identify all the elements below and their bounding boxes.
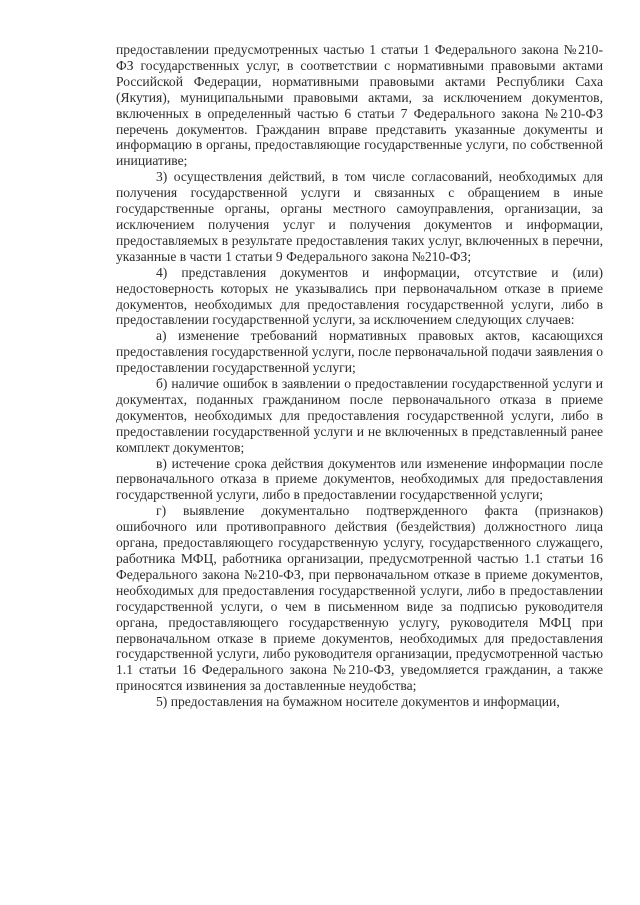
paragraph-item-3: 3) осуществления действий, в том числе согласований, необходимых для получения государственной услуги и связанных с обращением в иные государственные органы, органы местного самоуправления, организации, за исключением получения услуг и получения документов и информации, предоставляемых в результате предоставления таких услуг, включенных в перечни, указанные в части 1 статьи 9 Федерального закона №210-ФЗ; [116, 169, 603, 264]
paragraph-subitem-b: б) наличие ошибок в заявлении о предоставлении государственной услуги и документах, поданных гражданином после первоначального отказа в приеме документов, необходимых для предоставления государственной услуги, либо в предоставлении государственной услуги и не включенных в представленный ранее комплект документов; [116, 376, 603, 455]
paragraph-subitem-g: г) выявление документально подтвержденного факта (признаков) ошибочного или противоправного действия (бездействия) должностного лица органа, предоставляющего государственную услугу, государственного служащего, работника МФЦ, работника организации, предусмотренной частью 1.1 статьи 16 Федерального закона №210-ФЗ, при первоначальном отказе в приеме документов, необходимых для предоставления государственной услуги, либо в предоставлении государственной услуги, о чем в письменном виде за подписью руководителя органа, предоставляющего государственную услугу, руководителя МФЦ при первоначальном отказе в приеме документов, необходимых для предоставления государственной услуги, либо руководителя организации, предусмотренной частью 1.1 статьи 16 Федерального закона №210-ФЗ, уведомляется гражданин, а также приносятся извинения за доставленные неудобства; [116, 503, 603, 694]
paragraph-subitem-v: в) истечение срока действия документов или изменение информации после первоначального отказа в приеме документов, необходимых для предоставления государственной услуги, либо в предоставлении государственной услуги; [116, 455, 603, 503]
paragraph-item-5: 5) предоставления на бумажном носителе документов и информации, [156, 694, 560, 710]
paragraph-continuation: предоставлении предусмотренных частью 1 статьи 1 Федерального закона №210-ФЗ государственных услуг, в соответствии с нормативными правовыми актами Российской Федерации, нормативными правовыми актами Республики Саха (Якутия), муниципальными правовыми актами, за исключением документов, включенных в определенный частью 6 статьи 7 Федерального закона №210-ФЗ перечень документов. Гражданин вправе представить указанные документы и информацию в органы, предоставляющие государственные услуги, по собственной инициативе; [116, 42, 603, 169]
paragraph-item-4: 4) представления документов и информации, отсутствие и (или) недостоверность которых не указывались при первоначальном отказе в приеме документов, необходимых для предоставления государственной услуги, либо в предоставлении государственной услуги, за исключением следующих случаев: [116, 264, 603, 328]
document-page [116, 42, 603, 710]
paragraph-subitem-a: а) изменение требований нормативных правовых актов, касающихся предоставления государственной услуги, после первоначальной подачи заявления о предоставлении государственной услуги; [116, 328, 603, 376]
